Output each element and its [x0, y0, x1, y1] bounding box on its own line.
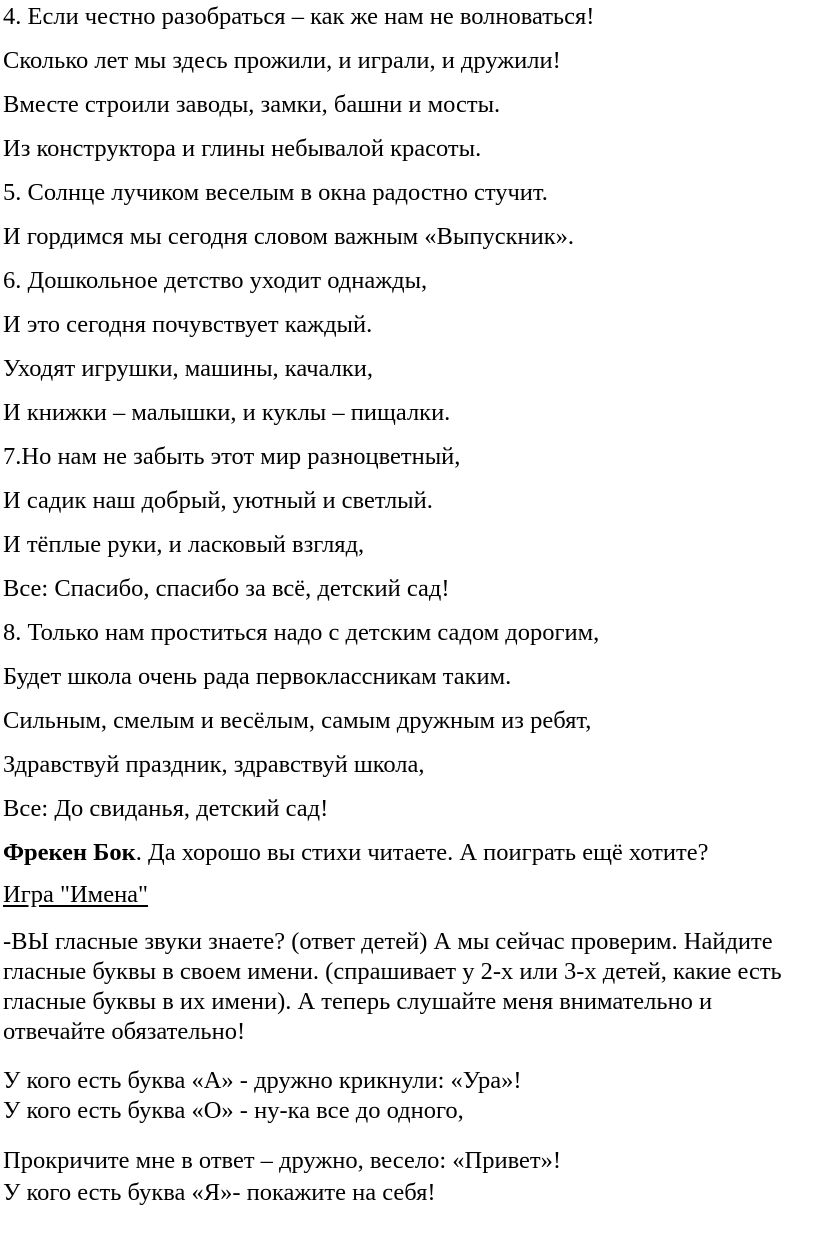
verse-line: Сколько лет мы здесь прожили, и играли, и дружили!: [3, 47, 561, 74]
verse-line: И это сегодня почувствует каждый.: [3, 311, 373, 338]
verse-line: Будет школа очень рада первоклассникам таким.: [3, 663, 512, 690]
verse-line: Все: Спасибо, спасибо за всё, детский сад!: [3, 575, 450, 602]
game-line: У кого есть буква «А» - дружно крикнули: «Ура»!: [3, 1067, 522, 1094]
verse-line: 8. Только нам проститься надо с детским садом дорогим,: [3, 619, 600, 646]
game-line: У кого есть буква «О» - ну-ка все до одного,: [3, 1097, 464, 1124]
verse-line: И книжки – малышки, и куклы – пищалки.: [3, 399, 451, 426]
verse-line: Сильным, смелым и весёлым, самым дружным из ребят,: [3, 707, 592, 734]
game-line: Прокричите мне в ответ – дружно, весело: «Привет»!: [3, 1147, 561, 1174]
game-title: Игра "Имена": [3, 881, 149, 908]
speech-line: [3, 838, 708, 868]
verse-line: 7.Но нам не забыть этот мир разноцветный,: [3, 443, 461, 470]
verse-line: Вместе строили заводы, замки, башни и мосты.: [3, 91, 501, 118]
verse-line: И гордимся мы сегодня словом важным «Выпускник».: [3, 223, 574, 250]
verse-line: И тёплые руки, и ласковый взгляд,: [3, 531, 365, 558]
game-intro: -ВЫ гласные звуки знаете? (ответ детей) А мы сейчас проверим. Найдите гласные буквы в своем имени. (спрашивает у 2-х или 3-х детей, какие есть гласные буквы в их имени). А теперь слушайте меня внимательно и отвечайте обязательно!: [3, 928, 782, 1045]
verse-line: И садик наш добрый, уютный и светлый.: [3, 487, 433, 514]
verse-line: Из конструктора и глины небывалой красоты.: [3, 135, 482, 162]
speech-text: . Да хорошо вы стихи читаете. А поиграть ещё хотите?: [135, 839, 709, 866]
verse-line: 5. Солнце лучиком веселым в окна радостно стучит.: [3, 179, 548, 206]
verse-line: Здравствуй праздник, здравствуй школа,: [3, 751, 425, 778]
verse-line: Все: До свиданья, детский сад!: [3, 795, 329, 822]
verse-line: 6. Дошкольное детство уходит однажды,: [3, 267, 428, 294]
verse-line: Уходят игрушки, машины, качалки,: [3, 355, 374, 382]
verse-line: 4. Если честно разобраться – как же нам не волноваться!: [3, 3, 595, 30]
game-line: У кого есть буква «Я»- покажите на себя!: [3, 1179, 436, 1206]
speaker-name: Фрекен Бок: [3, 839, 136, 866]
